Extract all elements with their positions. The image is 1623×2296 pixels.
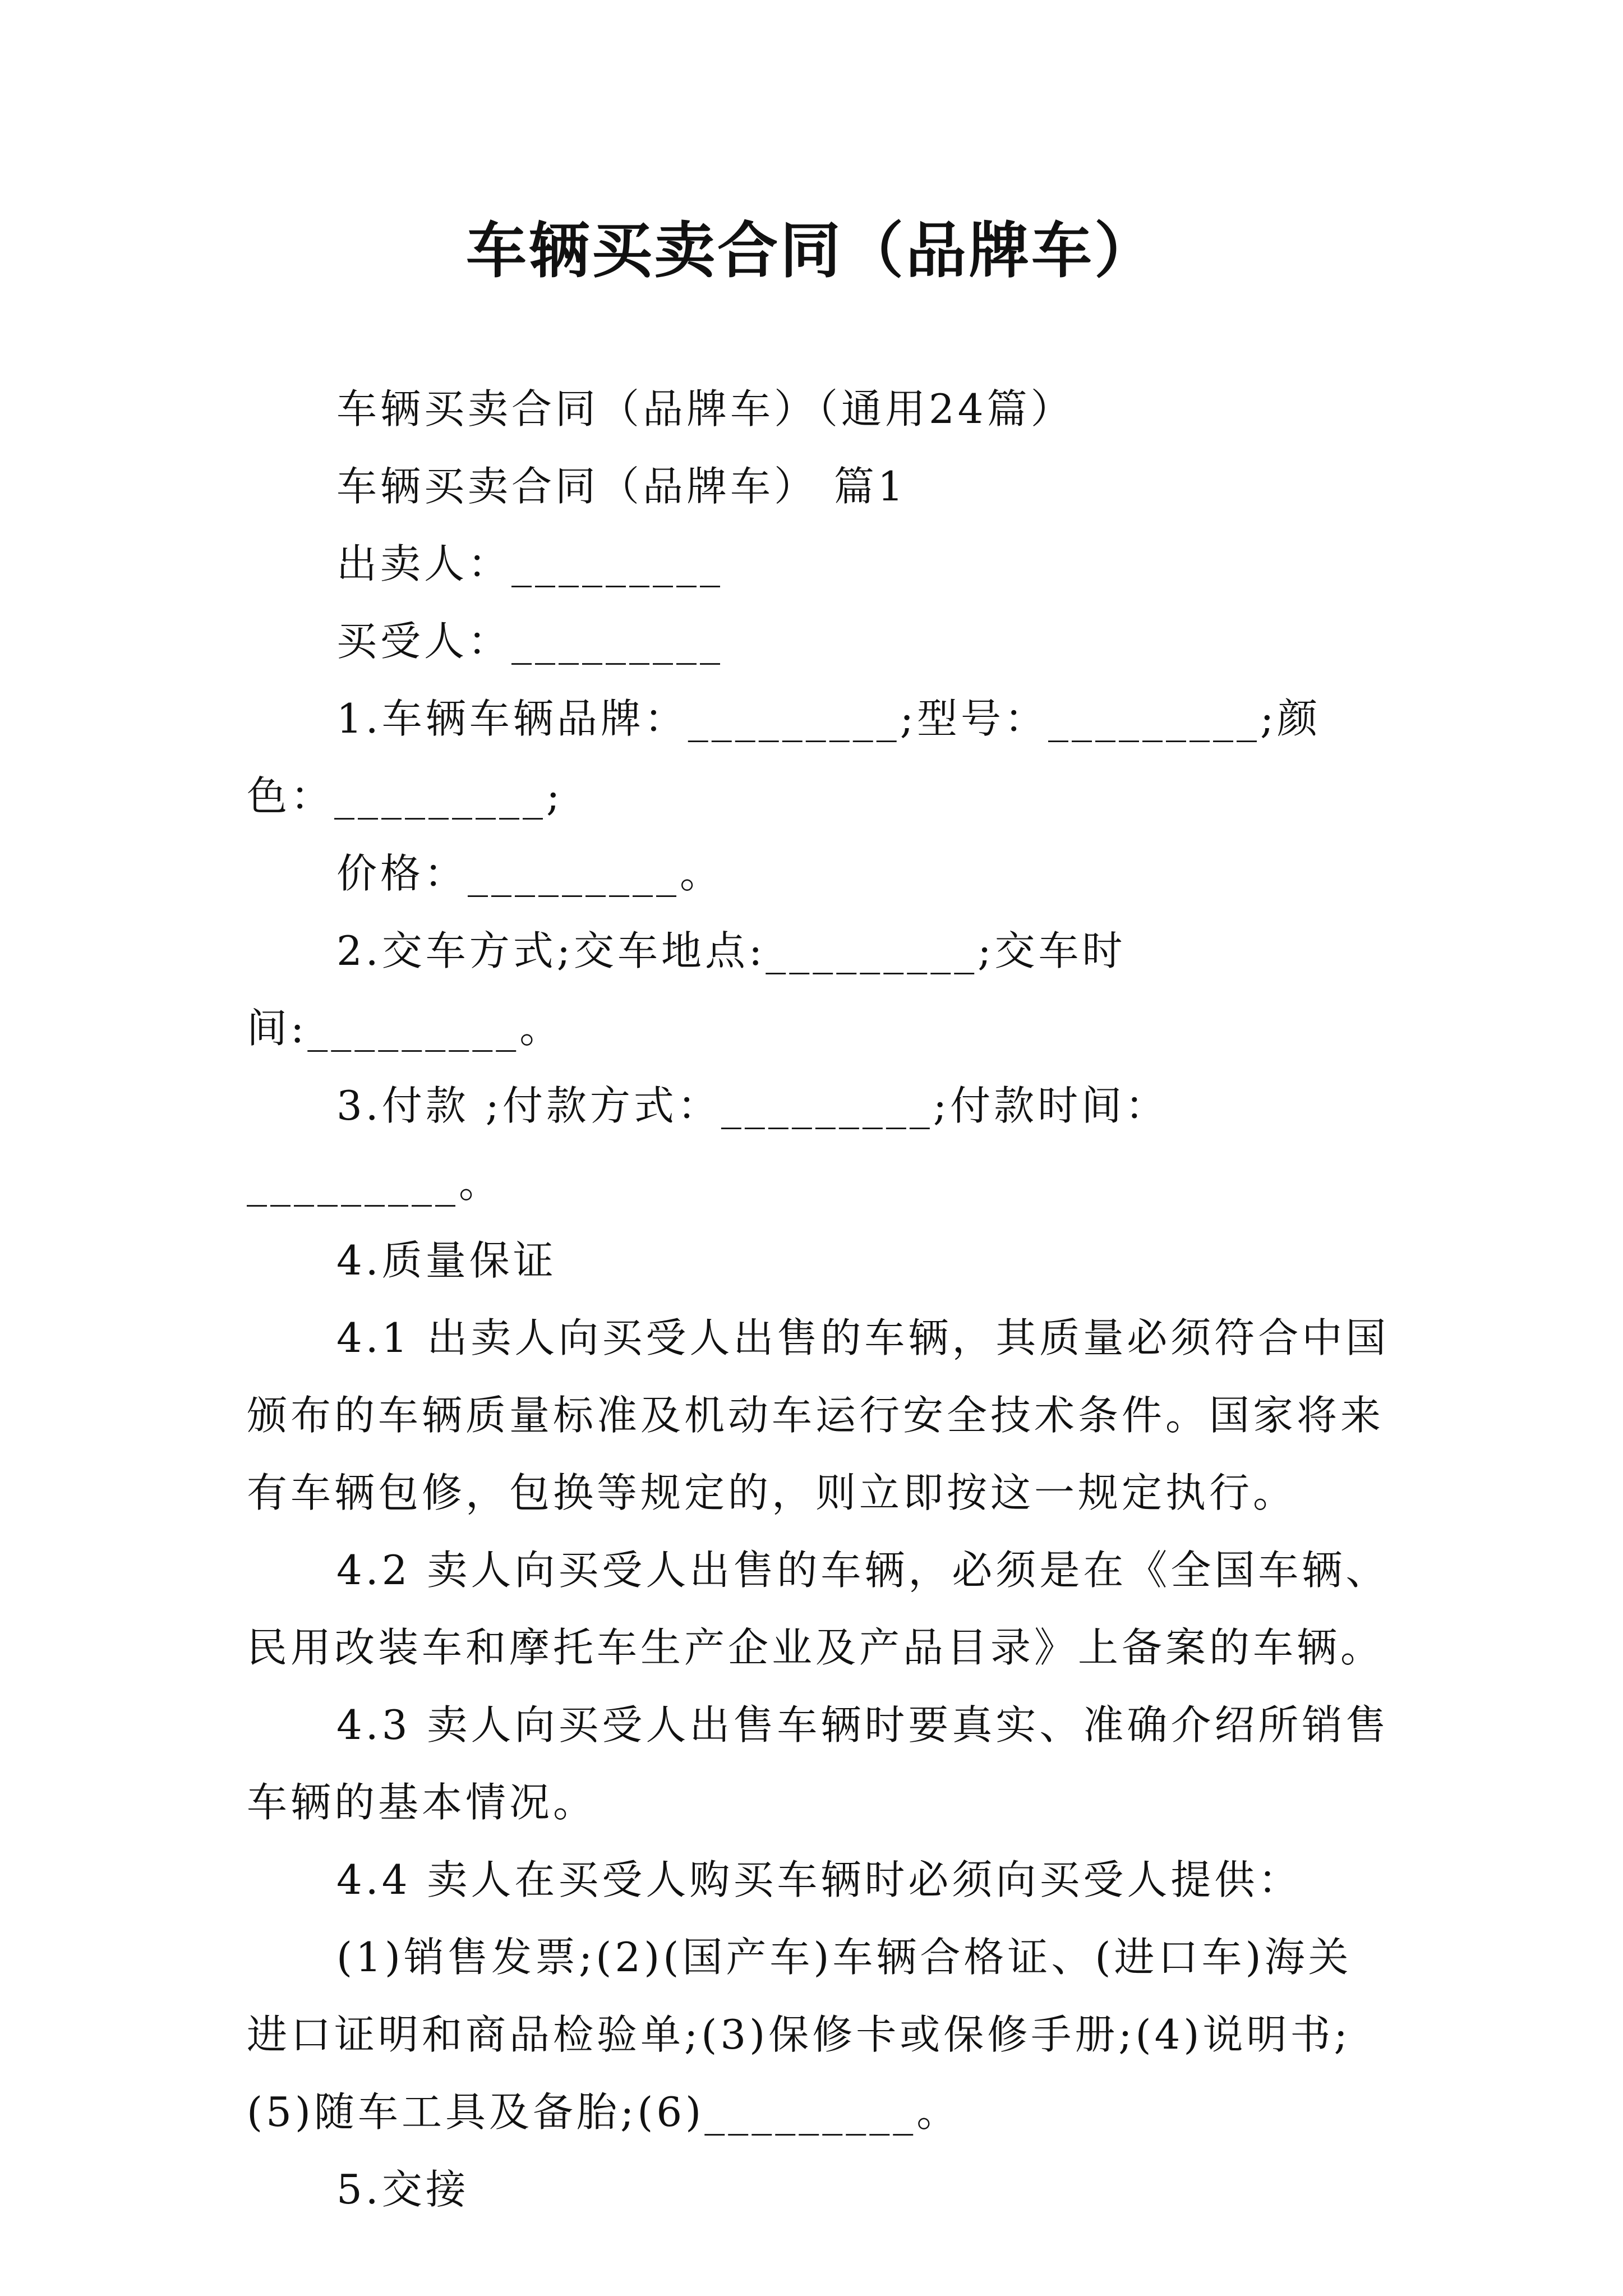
paragraph: 5.交接 [336,2166,469,2213]
paragraph: 1.车辆车辆品牌：_________;型号：_________;颜色：_________; [247,695,1321,820]
paragraph: 4.2 卖人向买受人出售的车辆，必须是在《全国车辆、民用改装车和摩托车生产企业及产品目录》上备案的车辆。 [247,1547,1390,1671]
paragraph: 出卖人：_________ [336,540,724,587]
paragraph: 4.质量保证 [336,1237,557,1284]
paragraph: 买受人：_________ [336,618,724,665]
paragraph: 价格：_________。 [336,850,724,897]
paragraph: (1)销售发票;(2)(国产车)车辆合格证、(进口车)海关进口证明和商品检验单;(3)保修卡或保修手册;(4)说明书;(5)随车工具及备胎;(6)_________。 [247,1934,1352,2136]
paragraph: 2.交车方式;交车地点:_________;交车时间:_________。 [247,927,1126,1052]
paragraph: 4.1 出卖人向买受人出售的车辆，其质量必须符合中国颁布的车辆质量标准及机动车运行安全技术条件。国家将来有车辆包修，包换等规定的，则立即按这一规定执行。 [247,1314,1390,1516]
document-title: 车辆买卖合同（品牌车） [465,215,1157,286]
paragraph: 4.3 卖人向买受人出售车辆时要真实、准确介绍所销售车辆的基本情况。 [247,1701,1390,1826]
paragraph: 车辆买卖合同（品牌车） 篇1 [336,463,907,510]
document-body [247,370,1391,2228]
paragraph: 车辆买卖合同（品牌车）（通用24篇） [336,385,1075,432]
paragraph: 3.付款 ;付款方式：_________;付款时间：_________。 [247,1082,1169,1207]
paragraph: 4.4 卖人在买受人购买车辆时必须向买受人提供： [336,1856,1302,1903]
